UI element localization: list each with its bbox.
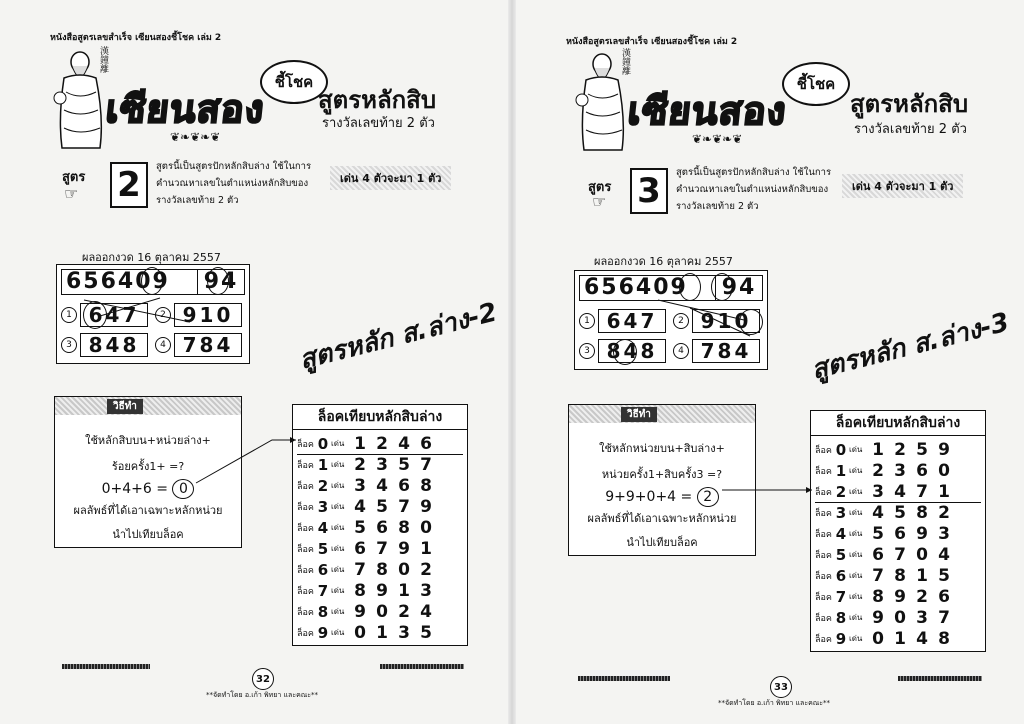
lock-digit: 0 xyxy=(398,559,410,580)
lock-digit: 5 xyxy=(398,454,410,475)
method-title: วิธีทำ xyxy=(107,399,143,414)
prize-pair xyxy=(61,333,148,357)
lock-digit: 3 xyxy=(894,460,906,481)
lock-number: 9 xyxy=(317,623,329,642)
lock-digit: 7 xyxy=(420,454,432,475)
lock-digit: 8 xyxy=(398,517,410,538)
lock-digit: 5 xyxy=(916,439,928,460)
pick-word: เด่น xyxy=(331,460,345,469)
digit-circle-mark xyxy=(711,273,733,301)
method-line: ใช้หลักสิบบน+หน่วยล่าง+ xyxy=(85,434,211,447)
lock-word: ล็อค xyxy=(815,445,832,456)
lock-digit: 7 xyxy=(398,496,410,517)
pick-word: เด่น xyxy=(331,586,345,595)
lock-number: 2 xyxy=(835,482,847,501)
lock-digit: 9 xyxy=(354,601,366,622)
brand-wordmark: เซียนสอง xyxy=(625,89,789,133)
lock-digit: 9 xyxy=(894,586,906,607)
lock-number: 1 xyxy=(835,461,847,480)
footer-bar xyxy=(898,676,982,681)
lock-table xyxy=(810,410,986,652)
lock-word: ล็อค xyxy=(815,571,832,582)
sutra-label: สูตร xyxy=(588,180,612,195)
prize-pair xyxy=(155,303,242,327)
formula-subtitle: รางวัลเลขท้าย 2 ตัว xyxy=(322,116,435,131)
method-line: ใช้หลักหน่วยบน+สิบล่าง+ xyxy=(599,442,725,455)
lock-digit: 3 xyxy=(376,454,388,475)
lock-digit: 3 xyxy=(354,475,366,496)
lock-digit: 6 xyxy=(420,433,432,454)
lock-digit: 6 xyxy=(872,544,884,565)
lock-word: ล็อค xyxy=(297,628,314,639)
pair-index: 3 xyxy=(61,337,77,353)
pair-index: 1 xyxy=(579,313,595,329)
pair-value: 647 xyxy=(80,303,148,327)
digit-circle-mark xyxy=(739,309,763,335)
lock-digit: 5 xyxy=(376,496,388,517)
pick-word: เด่น xyxy=(849,508,863,517)
draw-date: ผลออกงวด 16 ตุลาคม 2557 xyxy=(594,255,733,268)
two-digit-prize: 94 xyxy=(197,270,244,294)
footer-bar xyxy=(380,664,464,669)
lock-digit: 2 xyxy=(398,601,410,622)
lock-row xyxy=(297,496,463,517)
page-number: 33 xyxy=(770,676,792,698)
pair-value: 647 xyxy=(598,309,666,333)
lock-number: 8 xyxy=(317,602,329,621)
footer-bar xyxy=(578,676,670,681)
lock-number: 8 xyxy=(835,608,847,627)
formula-subtitle: รางวัลเลขท้าย 2 ตัว xyxy=(854,122,967,137)
lock-number: 6 xyxy=(317,560,329,579)
pick-word: เด่น xyxy=(331,565,345,574)
formula-title: สูตรหลักสิบ xyxy=(850,90,969,118)
digit-circle-mark xyxy=(207,267,229,295)
method-header xyxy=(569,405,755,423)
pair-value: 848 xyxy=(80,333,148,357)
lock-digit: 5 xyxy=(938,565,950,586)
lock-row xyxy=(297,517,463,538)
lock-digit: 3 xyxy=(420,580,432,601)
digit-circle-mark xyxy=(679,273,701,301)
lock-row xyxy=(815,628,981,649)
method-equation xyxy=(55,479,241,499)
lock-digit: 1 xyxy=(376,622,388,643)
page-header: หนังสือสูตรเลขสำเร็จ เซียนสองชี้โชค เล่ม 2 xyxy=(50,33,222,43)
lock-digit: 5 xyxy=(420,622,432,643)
handwritten-note: สูตรหลัก ส.ล่าง-2 xyxy=(296,297,501,376)
sutra-label: สูตร xyxy=(62,170,86,185)
pair-index: 3 xyxy=(579,343,595,359)
lock-digit: 4 xyxy=(916,628,928,649)
prize-pair xyxy=(155,333,242,357)
prize-pair xyxy=(579,309,666,333)
method-box xyxy=(568,404,756,556)
pick-word: เด่น xyxy=(331,481,345,490)
lock-digit: 4 xyxy=(872,502,884,523)
lock-digit: 6 xyxy=(916,460,928,481)
lock-number: 0 xyxy=(317,434,329,453)
lock-word: ล็อค xyxy=(815,613,832,624)
pick-word: เด่น xyxy=(331,523,345,532)
lock-digit: 8 xyxy=(894,565,906,586)
pair-value: 784 xyxy=(174,333,242,357)
method-header xyxy=(55,397,241,415)
lock-word: ล็อค xyxy=(297,460,314,471)
lock-digit: 6 xyxy=(398,475,410,496)
method-line: นำไปเทียบล็อค xyxy=(626,536,698,549)
lock-number: 4 xyxy=(317,518,329,537)
lock-digit: 1 xyxy=(872,439,884,460)
page-right xyxy=(512,0,1024,724)
pick-word: เด่น xyxy=(849,466,863,475)
pick-word: เด่น xyxy=(331,439,345,448)
pair-index: 2 xyxy=(155,307,171,323)
lock-word: ล็อค xyxy=(815,550,832,561)
desc-line: คำนวณหาเลขในตำแหน่งหลักสิบของ xyxy=(156,178,309,189)
lock-number: 3 xyxy=(835,503,847,522)
lock-number: 3 xyxy=(317,497,329,516)
lock-row xyxy=(297,538,463,559)
brand-badge: ชี้โชค xyxy=(782,62,850,106)
lock-digit: 4 xyxy=(420,601,432,622)
lock-digit: 0 xyxy=(916,544,928,565)
pick-word: เด่น xyxy=(331,502,345,511)
highlight-banner: เด่น 4 ตัวจะมา 1 ตัว xyxy=(330,166,451,190)
lock-digit: 8 xyxy=(354,580,366,601)
method-line: หน่วยครั้ง1+สิบครั้ง3 =? xyxy=(601,468,723,481)
lock-digit: 3 xyxy=(938,523,950,544)
ornament: ❦❧❦❧❦ xyxy=(692,132,743,146)
lock-digit: 7 xyxy=(354,559,366,580)
formula-number: 3 xyxy=(630,168,668,214)
pair-value: 910 xyxy=(692,309,760,333)
equation-result: 2 xyxy=(697,487,719,507)
equation-text: 0+4+6 = xyxy=(101,481,168,497)
first-prize: 656409 xyxy=(584,275,688,300)
lock-digit: 5 xyxy=(354,517,366,538)
lock-row xyxy=(815,502,981,523)
brand-logo xyxy=(572,46,852,156)
pick-word: เด่น xyxy=(849,487,863,496)
lock-row xyxy=(815,565,981,586)
lock-word: ล็อค xyxy=(815,487,832,498)
lock-digit: 0 xyxy=(938,460,950,481)
lock-digit: 1 xyxy=(398,580,410,601)
lock-word: ล็อค xyxy=(297,607,314,618)
lock-word: ล็อค xyxy=(815,466,832,477)
method-line: ผลลัพธ์ที่ได้เอาเฉพาะหลักหน่วย xyxy=(587,512,737,525)
brand-badge: ชี้โชค xyxy=(260,60,328,104)
lock-digit: 2 xyxy=(354,454,366,475)
results-box xyxy=(56,264,250,364)
lock-row xyxy=(297,559,463,580)
equation-text: 9+9+0+4 = xyxy=(605,489,693,505)
desc-line: สูตรนี้เป็นสูตรปักหลักสิบล่าง ใช้ในการ xyxy=(676,167,832,178)
lock-digit: 7 xyxy=(376,538,388,559)
pick-word: เด่น xyxy=(849,613,863,622)
lock-digit: 1 xyxy=(938,481,950,502)
handwritten-note: สูตรหลัก ส.ล่าง-3 xyxy=(808,307,1013,386)
lock-row xyxy=(297,580,463,601)
two-digit-prize: 94 xyxy=(715,276,762,300)
pick-word: เด่น xyxy=(331,544,345,553)
lock-row xyxy=(815,544,981,565)
lock-table-title: ล็อคเทียบหลักสิบล่าง xyxy=(811,411,985,436)
lock-digit: 0 xyxy=(894,607,906,628)
lock-digit: 6 xyxy=(938,586,950,607)
first-prize-row xyxy=(579,275,763,301)
pick-word: เด่น xyxy=(331,607,345,616)
lock-digit: 9 xyxy=(916,523,928,544)
desc-line: คำนวณหาเลขในตำแหน่งหลักสิบของ xyxy=(676,184,829,195)
lock-digit: 6 xyxy=(894,523,906,544)
lock-digit: 0 xyxy=(420,517,432,538)
lock-word: ล็อค xyxy=(297,481,314,492)
credit-line: **จัดทำโดย อ.เก้า พิทยา และคณะ** xyxy=(718,699,831,707)
lock-digit: 3 xyxy=(916,607,928,628)
pick-word: เด่น xyxy=(849,550,863,559)
lock-digit: 5 xyxy=(872,523,884,544)
lock-word: ล็อค xyxy=(297,544,314,555)
lock-digit: 4 xyxy=(894,481,906,502)
lock-number: 7 xyxy=(317,581,329,600)
lock-digit: 7 xyxy=(938,607,950,628)
digit-circle-mark xyxy=(83,301,107,329)
credit-line: **จัดทำโดย อ.เก้า พิทยา และคณะ** xyxy=(206,691,319,699)
draw-date: ผลออกงวด 16 ตุลาคม 2557 xyxy=(82,251,221,264)
lock-digit: 2 xyxy=(916,586,928,607)
lock-digit: 5 xyxy=(894,502,906,523)
lock-digit: 4 xyxy=(938,544,950,565)
lock-digit: 8 xyxy=(420,475,432,496)
pair-index: 1 xyxy=(61,307,77,323)
lock-digit: 9 xyxy=(938,439,950,460)
lock-word: ล็อค xyxy=(815,592,832,603)
lock-digit: 7 xyxy=(872,565,884,586)
formula-number: 2 xyxy=(110,162,148,208)
lock-number: 5 xyxy=(317,539,329,558)
lock-digit: 9 xyxy=(376,580,388,601)
lock-number: 4 xyxy=(835,524,847,543)
desc-line: รางวัลเลขท้าย 2 ตัว xyxy=(676,201,759,212)
results-box xyxy=(574,270,768,370)
cjk-caption: 漢鐘離 xyxy=(620,48,630,75)
pick-word: เด่น xyxy=(849,634,863,643)
lock-number: 2 xyxy=(317,476,329,495)
lock-digit: 9 xyxy=(872,607,884,628)
lock-number: 5 xyxy=(835,545,847,564)
lock-table-title: ล็อคเทียบหลักสิบล่าง xyxy=(293,405,467,430)
lock-number: 0 xyxy=(835,440,847,459)
lock-digit: 1 xyxy=(916,565,928,586)
lock-digit: 3 xyxy=(872,481,884,502)
method-line: ร้อยครั้ง1+ =? xyxy=(111,460,185,473)
pair-index: 2 xyxy=(673,313,689,329)
page-number: 32 xyxy=(252,668,274,690)
brand-wordmark: เซียนสอง xyxy=(103,87,267,131)
lock-word: ล็อค xyxy=(297,586,314,597)
pair-value: 848 xyxy=(598,339,666,363)
desc-line: รางวัลเลขท้าย 2 ตัว xyxy=(156,195,239,206)
desc-line: สูตรนี้เป็นสูตรปักหลักสิบล่าง ใช้ในการ xyxy=(156,161,312,172)
lock-digit: 6 xyxy=(354,538,366,559)
lock-digit: 2 xyxy=(376,433,388,454)
lock-row xyxy=(297,475,463,496)
lock-row xyxy=(297,601,463,622)
lock-row xyxy=(815,481,981,503)
method-line: ผลลัพธ์ที่ได้เอาเฉพาะหลักหน่วย xyxy=(73,504,223,517)
lock-row xyxy=(815,460,981,481)
formula-description xyxy=(156,158,346,209)
prize-pair xyxy=(673,339,760,363)
lock-number: 6 xyxy=(835,566,847,585)
lock-digit: 8 xyxy=(916,502,928,523)
first-prize: 656409 xyxy=(66,269,170,294)
lock-digit: 2 xyxy=(872,460,884,481)
lock-digit: 0 xyxy=(872,628,884,649)
pick-word: เด่น xyxy=(849,571,863,580)
lock-digit: 1 xyxy=(354,433,366,454)
digit-circle-mark xyxy=(141,267,163,295)
pick-word: เด่น xyxy=(849,529,863,538)
pick-word: เด่น xyxy=(331,628,345,637)
pair-index: 4 xyxy=(673,343,689,359)
lock-number: 9 xyxy=(835,629,847,648)
ornament: ❦❧❦❧❦ xyxy=(170,130,221,144)
lock-digit: 9 xyxy=(420,496,432,517)
method-line: นำไปเทียบล็อค xyxy=(112,528,184,541)
lock-digit: 8 xyxy=(938,628,950,649)
lock-digit: 2 xyxy=(894,439,906,460)
lock-digit: 6 xyxy=(376,517,388,538)
lock-number: 7 xyxy=(835,587,847,606)
pair-index: 4 xyxy=(155,337,171,353)
pair-value: 910 xyxy=(174,303,242,327)
pair-value: 784 xyxy=(692,339,760,363)
lock-word: ล็อค xyxy=(297,523,314,534)
formula-description xyxy=(676,164,866,215)
lock-row xyxy=(815,607,981,628)
lock-digit: 8 xyxy=(376,559,388,580)
lock-row xyxy=(815,586,981,607)
lock-row xyxy=(297,454,463,475)
lock-digit: 0 xyxy=(376,601,388,622)
lock-digit: 8 xyxy=(872,586,884,607)
equation-result: 0 xyxy=(172,479,194,499)
pick-word: เด่น xyxy=(849,445,863,454)
highlight-banner: เด่น 4 ตัวจะมา 1 ตัว xyxy=(842,174,963,198)
lock-digit: 1 xyxy=(420,538,432,559)
lock-row xyxy=(815,439,981,460)
lock-word: ล็อค xyxy=(297,439,314,450)
lock-digit: 4 xyxy=(354,496,366,517)
lock-digit: 3 xyxy=(398,622,410,643)
lock-digit: 4 xyxy=(398,433,410,454)
lock-digit: 4 xyxy=(376,475,388,496)
lock-word: ล็อค xyxy=(297,565,314,576)
brand-logo xyxy=(50,44,330,154)
lock-row xyxy=(297,622,463,643)
cjk-caption: 漢鐘離 xyxy=(98,46,108,73)
lock-number: 1 xyxy=(317,455,329,474)
lock-row xyxy=(815,523,981,544)
method-box xyxy=(54,396,242,548)
page-header: หนังสือสูตรเลขสำเร็จ เซียนสองชี้โชค เล่ม 2 xyxy=(566,37,738,47)
lock-digit: 0 xyxy=(354,622,366,643)
pick-word: เด่น xyxy=(849,592,863,601)
lock-digit: 7 xyxy=(894,544,906,565)
lock-digit: 7 xyxy=(916,481,928,502)
lock-digit: 2 xyxy=(938,502,950,523)
lock-word: ล็อค xyxy=(815,529,832,540)
pointing-hand-icon: ☞ xyxy=(64,184,79,203)
lock-row xyxy=(297,433,463,455)
pointing-hand-icon: ☞ xyxy=(592,192,607,211)
digit-circle-mark xyxy=(613,339,637,365)
lock-word: ล็อค xyxy=(297,502,314,513)
lock-digit: 9 xyxy=(398,538,410,559)
lock-table xyxy=(292,404,468,646)
footer-bar xyxy=(62,664,150,669)
method-equation xyxy=(569,487,755,507)
lock-word: ล็อค xyxy=(815,634,832,645)
method-title: วิธีทำ xyxy=(621,407,657,422)
lock-word: ล็อค xyxy=(815,508,832,519)
lock-digit: 1 xyxy=(894,628,906,649)
formula-title: สูตรหลักสิบ xyxy=(318,86,437,114)
lock-digit: 2 xyxy=(420,559,432,580)
